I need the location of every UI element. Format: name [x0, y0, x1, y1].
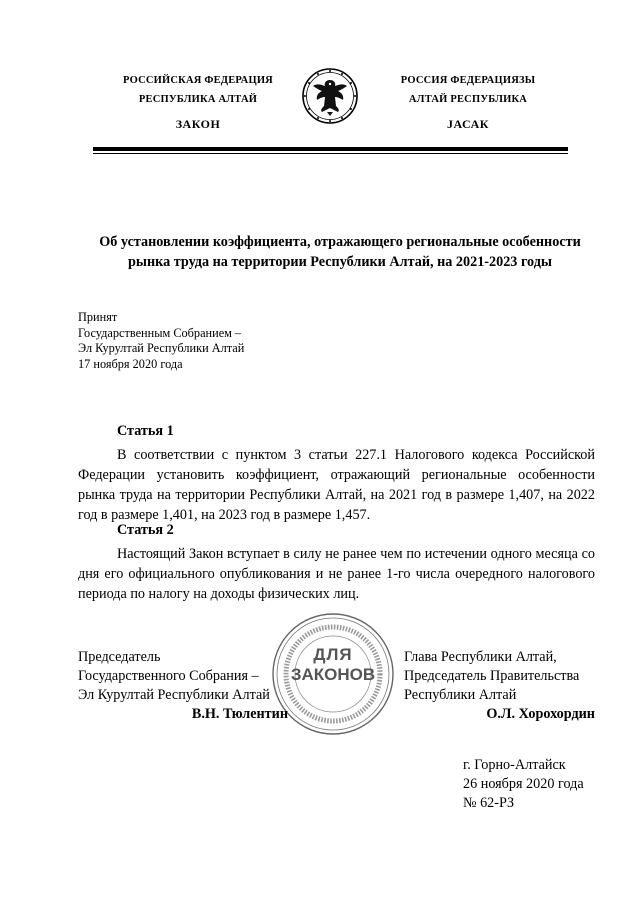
- adopted-line1: Принят: [78, 310, 118, 324]
- document-title: [60, 232, 620, 272]
- header-right-line2: АЛТАЙ РЕСПУБЛИКА: [408, 94, 528, 105]
- footer-block: [463, 756, 584, 813]
- article1-text: В соответствии с пунктом 3 статьи 227.1 Налогового кодекса Российской Федерации установить коэффициент, отражающий региональные особенности рынка труда на территории Республики Алтай, на 2021 год в размере 1,407, на 2022 год в размере 1,401, на 2023 год в размере 1,457.: [78, 447, 595, 523]
- footer-date: 26 ноября 2020 года: [463, 776, 584, 792]
- signature-left-line2: Государственного Собрания –: [78, 668, 259, 684]
- signature-left-line3: Эл Курултай Республики Алтай: [78, 687, 270, 703]
- coat-of-arms-icon: [300, 66, 360, 126]
- adopted-block: [78, 310, 244, 372]
- adopted-line2: Государственным Собранием –: [78, 325, 242, 340]
- document-title-line1: Об установлении коэффициента, отражающего региональные особенности: [99, 234, 581, 250]
- article2-title: Статья 2: [117, 522, 174, 538]
- header-rule-thin: [93, 153, 568, 154]
- stamp-text-line2: ЗАКОНОВ: [290, 665, 376, 684]
- signature-left: [78, 648, 270, 705]
- adopted-line3: Эл Курултай Республики Алтай: [78, 341, 245, 355]
- stamp-seal: [271, 612, 395, 736]
- signature-left-line1: Председатель: [78, 649, 161, 665]
- header-left-line2: РЕСПУБЛИКА АЛТАЙ: [138, 94, 258, 105]
- article2-body: [78, 544, 595, 604]
- signature-right-line2: Председатель Правительства: [404, 668, 580, 684]
- adopted-line4: 17 ноября 2020 года: [78, 356, 183, 371]
- document-title-line2: рынка труда на территории Республики Алтай, на 2021-2023 годы: [128, 254, 552, 270]
- article2-text: Настоящий Закон вступает в силу не ранее чем по истечении одного месяца со дня его официального опубликования и не ранее 1-го числа очередного налогового периода по налогу на доходы физических лиц.: [78, 546, 595, 602]
- signature-right-line3: Республики Алтай: [404, 687, 517, 703]
- signature-right-name: О.Л. Хорохордин: [486, 706, 595, 722]
- article1-title: Статья 1: [117, 423, 174, 439]
- signature-right: [404, 648, 579, 705]
- header-left-type: ЗАКОН: [175, 117, 221, 131]
- header-right-type: JАСАК: [446, 117, 489, 131]
- header-right-line1: РОССИЯ ФЕДЕРАЦИЯЗЫ: [400, 75, 536, 86]
- footer-number: № 62-РЗ: [463, 795, 515, 811]
- header-rule-thick: [93, 147, 568, 151]
- header-left-line1: РОССИЙСКАЯ ФЕДЕРАЦИЯ: [123, 75, 273, 86]
- article1-body: [78, 445, 595, 525]
- footer-city: г. Горно-Алтайск: [463, 757, 566, 773]
- stamp-text-line1: ДЛЯ: [313, 645, 353, 664]
- signature-left-name: В.Н. Тюлентин: [191, 706, 288, 722]
- signature-right-line1: Глава Республики Алтай,: [404, 649, 557, 665]
